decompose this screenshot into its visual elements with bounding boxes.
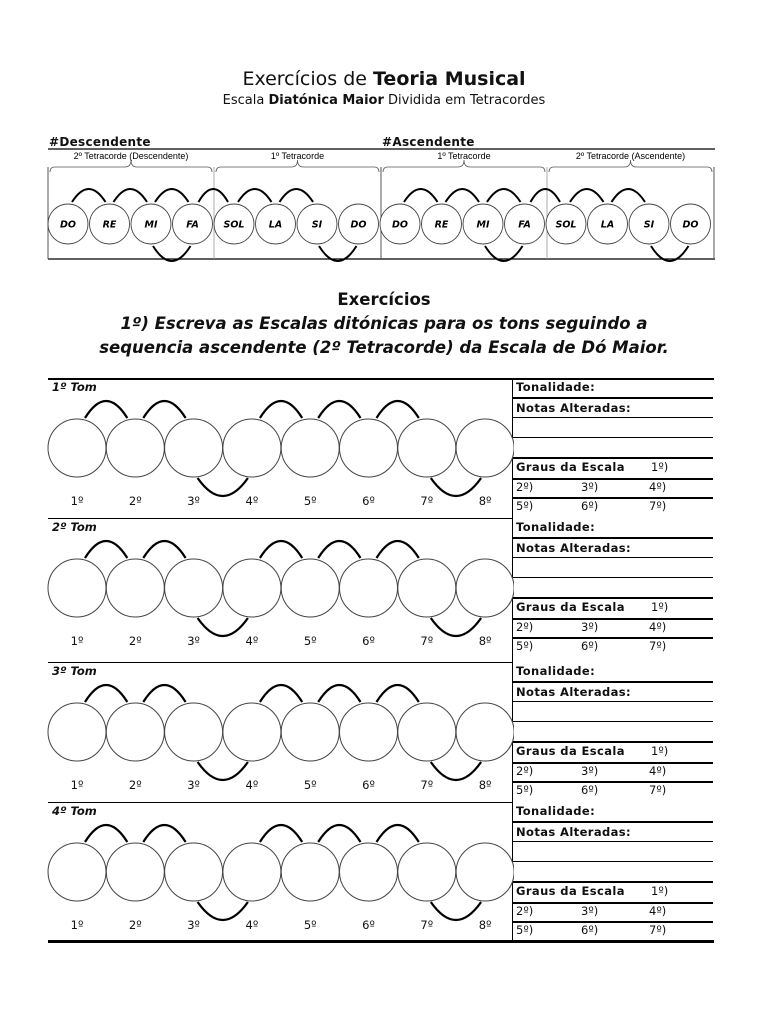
form-line xyxy=(513,457,713,459)
title-bold: Teoria Musical xyxy=(373,68,526,90)
graus-da-escala-label: Graus da Escala xyxy=(516,460,625,474)
descending-label: #Descendente xyxy=(49,135,151,149)
degree-label: 1º xyxy=(70,918,84,932)
form-line xyxy=(513,841,713,842)
grau-cell[interactable]: 2º) xyxy=(516,904,534,918)
grau-cell[interactable]: 2º) xyxy=(516,480,534,494)
note-blank-circle[interactable] xyxy=(456,843,514,901)
degree-label: 5º xyxy=(303,494,317,508)
tone-arc xyxy=(612,189,646,202)
form-line xyxy=(513,478,713,480)
form-line xyxy=(513,597,713,599)
form-line xyxy=(513,881,713,883)
grau-cell[interactable]: 5º) xyxy=(516,783,534,797)
degree-label: 6º xyxy=(362,778,375,792)
note-blank-circle[interactable] xyxy=(281,843,339,901)
grau-cell[interactable]: 2º) xyxy=(516,620,534,634)
note-blank-circle[interactable] xyxy=(165,843,223,901)
note-blank-circle[interactable] xyxy=(223,843,281,901)
grau-cell[interactable]: 6º) xyxy=(581,499,599,513)
tone-arc xyxy=(85,541,127,558)
note-label: MI xyxy=(144,219,158,231)
graus-da-escala-label: Graus da Escala xyxy=(516,884,625,898)
grau-cell[interactable]: 1º) xyxy=(651,460,669,474)
form-line xyxy=(513,557,713,558)
note-label: MI xyxy=(476,219,490,231)
title-prefix: Exercícios de xyxy=(242,68,373,90)
grau-cell[interactable]: 7º) xyxy=(649,639,667,653)
tone-arc xyxy=(85,825,127,842)
degree-label: 4º xyxy=(245,494,259,508)
tone-arc xyxy=(260,401,302,418)
tone-arc xyxy=(531,189,561,202)
form-line xyxy=(513,741,713,743)
tetrachord-brace xyxy=(50,160,212,172)
note-label: DO xyxy=(60,219,76,231)
grau-cell[interactable]: 7º) xyxy=(649,499,667,513)
note-blank-circle[interactable] xyxy=(165,703,223,761)
tone-arc xyxy=(377,825,419,842)
degree-label: 4º xyxy=(245,778,259,792)
notas-alteradas-label: Notas Alteradas: xyxy=(516,541,632,555)
tetrachord-label: 2º Tetracorde (Descendente) xyxy=(73,151,189,161)
tone-arc xyxy=(72,189,106,202)
note-blank-circle[interactable] xyxy=(340,843,398,901)
grau-cell[interactable]: 1º) xyxy=(651,884,669,898)
form-line xyxy=(513,921,713,923)
degree-label: 5º xyxy=(303,918,317,932)
degree-label: 3º xyxy=(187,634,200,648)
note-blank-circle[interactable] xyxy=(340,703,398,761)
form-line xyxy=(513,762,713,764)
note-blank-circle[interactable] xyxy=(398,843,456,901)
tone-arc xyxy=(155,189,189,202)
tone-arc xyxy=(85,685,127,702)
grau-cell[interactable]: 1º) xyxy=(651,600,669,614)
form-line xyxy=(513,497,713,499)
tone-arc xyxy=(318,825,360,842)
instruction-line-2: sequencia ascendente (2º Tetracorde) da Escala de Dó Maior. xyxy=(99,338,669,357)
note-label: FA xyxy=(186,219,199,231)
note-blank-circle[interactable] xyxy=(165,419,223,477)
degree-label: 5º xyxy=(303,634,317,648)
tom-label: 1º Tom xyxy=(52,380,97,394)
tone-arc xyxy=(260,685,302,702)
note-blank-circle[interactable] xyxy=(165,559,223,617)
note-blank-circle[interactable] xyxy=(398,703,456,761)
tonalidade-label: Tonalidade: xyxy=(516,804,596,818)
form-line xyxy=(513,537,713,539)
tonalidade-label: Tonalidade: xyxy=(516,380,596,394)
note-label: DO xyxy=(392,219,408,231)
tone-arc xyxy=(199,189,229,202)
grau-cell[interactable]: 5º) xyxy=(516,639,534,653)
degree-label: 4º xyxy=(245,918,259,932)
degree-label: 2º xyxy=(128,634,142,648)
degree-label: 7º xyxy=(420,778,434,792)
degree-label: 2º xyxy=(128,778,142,792)
grau-cell[interactable]: 2º) xyxy=(516,764,534,778)
degree-label: 1º xyxy=(70,778,84,792)
tone-arc xyxy=(143,401,185,418)
tone-arc xyxy=(143,685,185,702)
tetrachord-label: 1º Tetracorde xyxy=(437,151,491,161)
grau-cell[interactable]: 3º) xyxy=(581,480,599,494)
note-label: SOL xyxy=(555,219,577,231)
grau-cell[interactable]: 7º) xyxy=(649,923,667,937)
tom-circles xyxy=(44,662,514,802)
form-line xyxy=(513,701,713,702)
note-blank-circle[interactable] xyxy=(398,419,456,477)
degree-label: 7º xyxy=(420,494,434,508)
tone-arc xyxy=(487,189,521,202)
note-blank-circle[interactable] xyxy=(281,419,339,477)
degree-label: 2º xyxy=(128,918,142,932)
grau-cell[interactable]: 3º) xyxy=(581,904,599,918)
grau-cell[interactable]: 6º) xyxy=(581,639,599,653)
degree-label: 1º xyxy=(70,494,84,508)
grau-cell[interactable]: 4º) xyxy=(649,620,667,634)
grau-cell[interactable]: 3º) xyxy=(581,764,599,778)
note-label: DO xyxy=(350,219,367,231)
degree-label: 6º xyxy=(362,634,375,648)
degree-label: 5º xyxy=(303,778,317,792)
tone-arc xyxy=(260,825,302,842)
form-line xyxy=(513,577,713,578)
tom-circles xyxy=(44,802,514,942)
form-line xyxy=(513,417,713,418)
degree-label: 8º xyxy=(478,634,492,648)
grau-cell[interactable]: 7º) xyxy=(649,783,667,797)
form-line xyxy=(513,637,713,639)
note-label: SI xyxy=(643,219,655,231)
degree-label: 4º xyxy=(245,634,259,648)
subtitle-suffix: Dividida em Tetracordes xyxy=(383,93,546,108)
form-line xyxy=(513,821,713,823)
form-line xyxy=(513,397,713,399)
subtitle-bold: Diatónica Maior xyxy=(268,93,384,108)
degree-label: 6º xyxy=(362,918,375,932)
note-label: LA xyxy=(268,219,283,231)
subtitle-prefix: Escala xyxy=(222,93,269,108)
degree-label: 1º xyxy=(70,634,84,648)
tone-arc xyxy=(377,685,419,702)
degree-label: 6º xyxy=(362,494,375,508)
tone-arc xyxy=(404,189,438,202)
degree-label: 3º xyxy=(187,494,200,508)
degree-label: 7º xyxy=(420,918,434,932)
tetrachord-brace xyxy=(216,160,379,172)
note-blank-circle[interactable] xyxy=(456,703,514,761)
tom-label: 3º Tom xyxy=(52,664,97,678)
notas-alteradas-label: Notas Alteradas: xyxy=(516,685,632,699)
grau-cell[interactable]: 4º) xyxy=(649,764,667,778)
instruction-line-1: 1º) Escreva as Escalas ditónicas para os tons seguindo a xyxy=(120,314,648,333)
tone-arc xyxy=(260,541,302,558)
note-blank-circle[interactable] xyxy=(340,419,398,477)
tetrachord-label: 1º Tetracorde xyxy=(270,151,325,161)
tone-arc xyxy=(143,541,185,558)
tom-label: 4º Tom xyxy=(52,804,97,818)
tom-form xyxy=(513,802,713,942)
grau-cell[interactable]: 6º) xyxy=(581,783,599,797)
grau-cell[interactable]: 5º) xyxy=(516,499,534,513)
form-line xyxy=(513,861,713,862)
tone-arc xyxy=(85,401,127,418)
degree-label: 7º xyxy=(420,634,434,648)
tone-arc xyxy=(570,189,604,202)
tonalidade-label: Tonalidade: xyxy=(516,664,596,678)
tom-circles xyxy=(44,518,514,658)
notas-alteradas-label: Notas Alteradas: xyxy=(516,401,632,415)
tetrachord-brace xyxy=(383,160,545,172)
reference-diagram xyxy=(0,0,768,280)
note-label: LA xyxy=(600,219,615,231)
note-label: DO xyxy=(682,219,699,231)
exercises-heading: Exercícios xyxy=(337,290,431,309)
note-blank-circle[interactable] xyxy=(106,419,164,477)
tom-form xyxy=(513,378,713,518)
tone-arc xyxy=(318,541,360,558)
degree-label: 8º xyxy=(478,778,492,792)
note-blank-circle[interactable] xyxy=(223,559,281,617)
note-blank-circle[interactable] xyxy=(48,703,106,761)
form-line xyxy=(513,437,713,438)
note-blank-circle[interactable] xyxy=(48,559,106,617)
grau-cell[interactable]: 5º) xyxy=(516,923,534,937)
note-label: SI xyxy=(311,219,323,231)
tone-arc xyxy=(377,541,419,558)
degree-label: 2º xyxy=(128,494,142,508)
note-blank-circle[interactable] xyxy=(106,559,164,617)
note-blank-circle[interactable] xyxy=(223,419,281,477)
grau-cell[interactable]: 3º) xyxy=(581,620,599,634)
grau-cell[interactable]: 4º) xyxy=(649,480,667,494)
tone-arc xyxy=(280,189,314,202)
grau-cell[interactable]: 6º) xyxy=(581,923,599,937)
form-line xyxy=(513,781,713,783)
grau-cell[interactable]: 4º) xyxy=(649,904,667,918)
degree-label: 3º xyxy=(187,778,200,792)
degree-label: 8º xyxy=(478,494,492,508)
graus-da-escala-label: Graus da Escala xyxy=(516,744,625,758)
tone-arc xyxy=(377,401,419,418)
note-blank-circle[interactable] xyxy=(340,559,398,617)
note-blank-circle[interactable] xyxy=(223,703,281,761)
tone-arc xyxy=(446,189,480,202)
graus-da-escala-label: Graus da Escala xyxy=(516,600,625,614)
note-blank-circle[interactable] xyxy=(281,703,339,761)
tom-circles xyxy=(44,378,514,518)
form-line xyxy=(513,618,713,620)
note-label: SOL xyxy=(223,219,245,231)
note-label: RE xyxy=(102,219,117,231)
tom-form xyxy=(513,518,713,662)
tone-arc xyxy=(114,189,148,202)
note-blank-circle[interactable] xyxy=(456,419,514,477)
form-line xyxy=(513,902,713,904)
tom-form xyxy=(513,662,713,802)
tom-label: 2º Tom xyxy=(52,520,97,534)
grau-cell[interactable]: 1º) xyxy=(651,744,669,758)
tone-arc xyxy=(318,401,360,418)
note-label: FA xyxy=(518,219,531,231)
tone-arc xyxy=(143,825,185,842)
degree-label: 8º xyxy=(478,918,492,932)
note-label: RE xyxy=(434,219,449,231)
form-line xyxy=(513,681,713,683)
tone-arc xyxy=(238,189,272,202)
notas-alteradas-label: Notas Alteradas: xyxy=(516,825,632,839)
note-blank-circle[interactable] xyxy=(106,843,164,901)
note-blank-circle[interactable] xyxy=(106,703,164,761)
tonalidade-label: Tonalidade: xyxy=(516,520,596,534)
note-blank-circle[interactable] xyxy=(398,559,456,617)
note-blank-circle[interactable] xyxy=(48,843,106,901)
note-blank-circle[interactable] xyxy=(281,559,339,617)
note-blank-circle[interactable] xyxy=(48,419,106,477)
note-blank-circle[interactable] xyxy=(456,559,514,617)
ascending-label: #Ascendente xyxy=(382,135,475,149)
degree-label: 3º xyxy=(187,918,200,932)
tone-arc xyxy=(318,685,360,702)
form-line xyxy=(513,721,713,722)
tetrachord-brace xyxy=(549,160,712,172)
tetrachord-label: 2º Tetracorde (Ascendente) xyxy=(575,151,686,161)
